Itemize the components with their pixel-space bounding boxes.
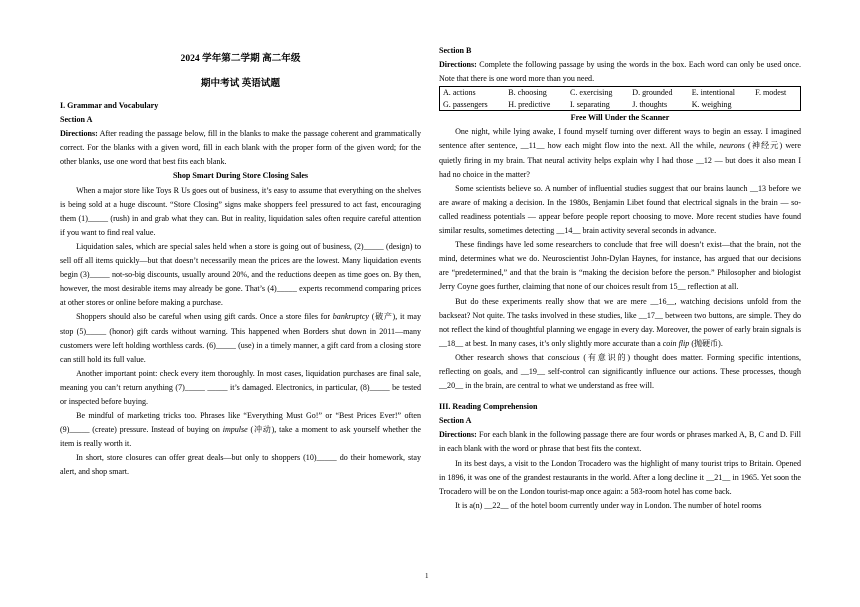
word-box-cell: C. exercising xyxy=(570,88,613,98)
paragraph-5: Be mindful of marketing tricks too. Phrases like “Everything Must Go!” or “Best Prices Ever!” often (9)_____ (create) pressure. Instead of buying on impulse (冲动), take a moment to ask yourself whether the item is really worth it. xyxy=(60,411,421,449)
blank-14[interactable]: __14__ xyxy=(556,226,581,236)
passage-title-b: Free Will Under the Scanner xyxy=(570,113,670,123)
word-box xyxy=(439,86,801,111)
word-box-cell: G. passengers xyxy=(443,99,488,109)
part1-heading: I. Grammar and Vocabulary xyxy=(60,101,159,110)
paragraph-3: Shoppers should also be careful when using gift cards. Once a store files for bankruptcy (破产), it may stop (5)_____ (honor) gift cards without warning. This happened when Borders shut down in 2011—many customers were left holding worthless cards. (6)_____ (use) in a timely manner, a gift card from a closing store can still hold its full value. xyxy=(60,312,421,364)
paragraph-b1: One night, while lying awake, I found myself turning over different ways to begin an essay. I imagined sentence after sentence, __11__ how each might flow into the next. All the while, neurons (神经元) were quietly firing in my brain. That neural activity helps explain why I had those __12 — but does it also mean I had no choice in the matter? xyxy=(439,127,801,179)
blank-18[interactable]: __18__ xyxy=(439,338,464,348)
page-number: 1 xyxy=(425,572,429,580)
word-box-cell: B. choosing xyxy=(508,88,547,98)
rc-paragraph-1: In its best days, a visit to the London Trocadero was the highlight of many tourist trips to Britain. Opened in 1896, it was one of the grandest restaurants in the world. After a long decline it __21__ in 1965. Yet soon the Trocadero will be on the London tourist-map once again: a 583-room hotel has come back. xyxy=(439,458,801,496)
word-box-cell: H. predictive xyxy=(508,99,551,109)
word-box-cell: E. intentional xyxy=(691,88,736,98)
blank-13[interactable]: __13 xyxy=(749,183,767,193)
word-box-cell: J. thoughts xyxy=(632,99,668,109)
paragraph-b4: But do these experiments really show that we are mere __16__, watching decisions unfold from the backseat? Not quite. The tasks involved in these studies, like __17__ between two buttons, are simple. They do not reflect the kind of thoughtful planning we engage in every day. Moreover, the power of early brain signals is __18__ at best. In many cases, it’s only slightly more accurate than a coin flip (抛硬币). xyxy=(439,296,802,348)
blank-21[interactable]: __21__ xyxy=(706,472,731,482)
exam-subtitle: 期中考试 英语试题 xyxy=(200,78,281,89)
blank-17[interactable]: __17__ xyxy=(638,310,663,320)
section-b-heading: Section B xyxy=(439,46,472,55)
word-box-cell: I. separating xyxy=(570,99,610,109)
word-box-row xyxy=(440,99,801,111)
word-box-row xyxy=(440,87,801,99)
paragraph-b3: These findings have led some researchers to conclude that free will doesn’t exist—that the brain, not the mind, determines what we do. Neuroscientist John-Dylan Haynes, for instance, has argued that our decisions are “predetermined,” and that the brain is “making the decision before the person.” Philosopher and biologist Jerry Coyne goes further, claiming that none of our choices result from 15__ reflection at all. xyxy=(439,240,801,292)
paragraph-b5: Other research shows that conscious (有意识的) thought does matter. Forming specific intentions, reflecting on goals, and __19__ self-control can significantly influence our actions. These processes, though __20__ in the brain, are central to what we understand as free will. xyxy=(439,352,801,391)
blank-12[interactable]: __12 xyxy=(695,155,712,165)
blank-11[interactable]: __11__ xyxy=(520,141,545,151)
part3-heading: III. Reading Comprehension xyxy=(439,402,538,412)
paragraph-4: Another important point: check every item thoroughly. In most cases, liquidation purchases are final sale, meaning you can’t return anything (7)_____ _____ it’s damaged. Electronics, in particular, (8)_____ be tested or inspected before buying. xyxy=(60,368,421,406)
exam-title: 2024 学年第二学期 高二年级 xyxy=(180,53,301,64)
blank-16[interactable]: __16__ xyxy=(650,296,675,306)
word-box-cell: D. grounded xyxy=(632,88,673,98)
word-box-cell: F. modest xyxy=(755,88,787,98)
section-a-directions: Directions: After reading the passage below, fill in the blanks to make the passage coherent and grammatically correct. For the blanks with a given word, fill in each blank with the proper form of the given word; for the other blanks, use one word that best fits each blank. xyxy=(60,129,421,167)
blank-15[interactable]: 15__ xyxy=(669,282,686,292)
rc-directions: Directions: For each blank in the following passage there are four words or phrases marked A, B, C and D. Fill in each blank with the word or phrase that best fits the context. xyxy=(439,430,801,454)
word-box-cell xyxy=(752,99,800,111)
blank-19[interactable]: __19__ xyxy=(520,366,545,376)
rc-paragraph-2: It is a(n) __22__ of the hotel boom currently under way in London. The number of hotel rooms xyxy=(455,500,762,510)
word-box-cell: A. actions xyxy=(443,88,476,98)
section-b-directions: Directions: Complete the following passage by using the words in the box. Each word can only be used once. Note that there is one word more than you need. xyxy=(439,60,801,84)
paragraph-b2: Some scientists believe so. A number of influential studies suggest that our brains launch __13 before we are aware of making a decision. In the 1980s, Benjamin Libet found that electrical signals in the brain — so-called readiness potentials — appear before people report choosing to move. More recent studies have found similar results, sometimes detecting __14__ brain activity several seconds in advance. xyxy=(439,183,801,236)
paragraph-1: When a major store like Toys R Us goes out of business, it’s easy to assume that everything on the shelves is being sold at a huge discount. “Store Closing” signs make shoppers feel pressured to act fast, encouraging them (1)_____ (rush) in and grab what they can. But in reality, liquidation sales often require careful attention if you want to find real value. xyxy=(60,185,421,237)
blank-22[interactable]: __22__ xyxy=(484,500,509,510)
paragraph-2: Liquidation sales, which are special sales held when a store is going out of business, (2)_____ (design) to sell off all items quickly—but that doesn’t necessarily mean the prices are the lowest. Many liquidation events begin (3)_____ not-so-big discounts, usually around 20%, and the reductions deepen as time goes on. By then, however, the most desirable items may already be gone. That’s (4)_____ experts recommend comparing prices at other stores or online before making a purchase. xyxy=(60,241,421,308)
rc-section-a-heading: Section A xyxy=(439,416,472,426)
section-a-heading: Section A xyxy=(60,115,93,125)
word-box-cell: K. weighing xyxy=(691,99,732,109)
paragraph-6: In short, store closures can offer great deals—but only to shoppers (10)_____ do their homework, stay alert, and shop smart. xyxy=(60,453,421,477)
blank-20[interactable]: __20__ xyxy=(439,381,464,391)
passage-title: Shop Smart During Store Closing Sales xyxy=(172,171,309,181)
